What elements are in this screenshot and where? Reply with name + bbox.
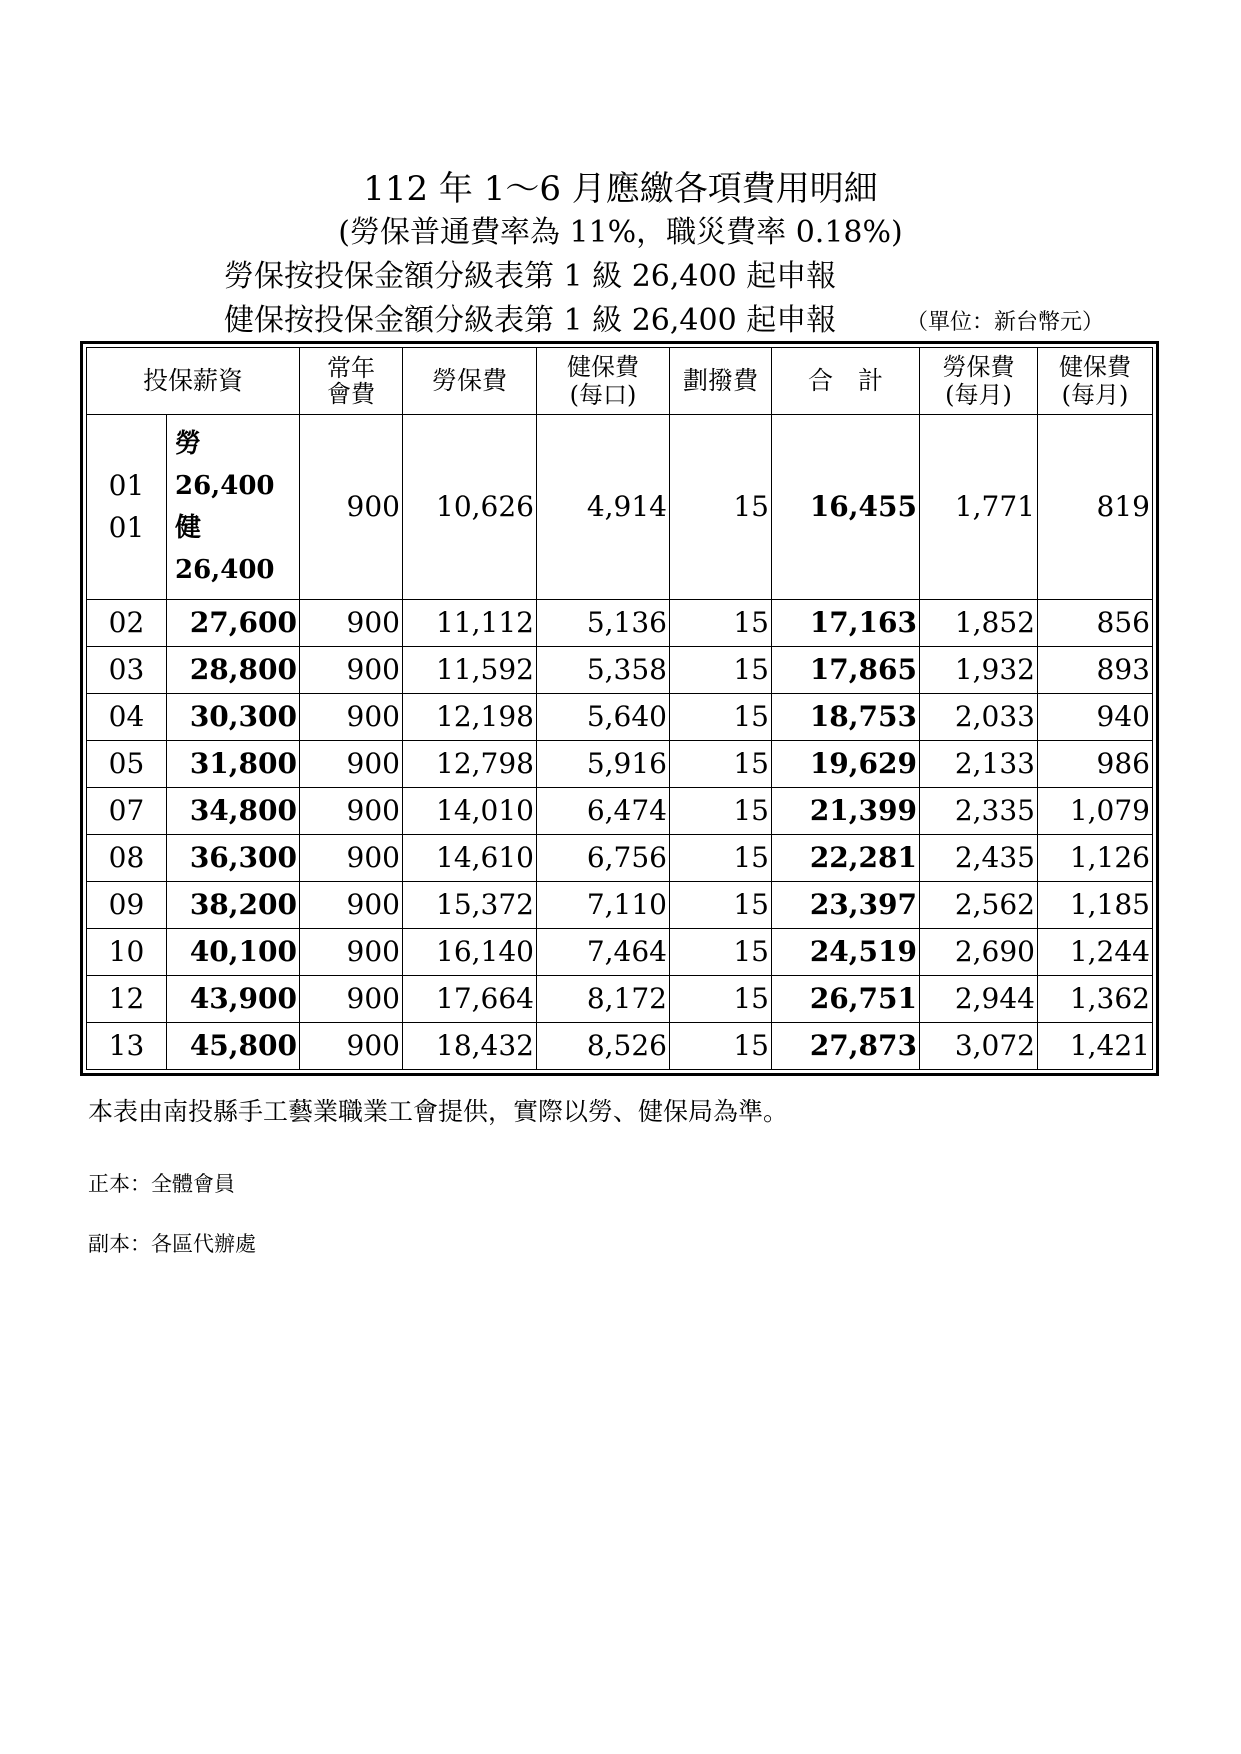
health-monthly-cell: 986 xyxy=(1038,741,1153,788)
health-fee-cell: 8,172 xyxy=(537,976,670,1023)
distribution-copy: 副本：各區代辦處 xyxy=(88,1232,256,1256)
annual-fee-cell: 900 xyxy=(300,415,403,600)
grade-cell: 01 01 xyxy=(87,415,167,600)
table-row xyxy=(87,647,1153,694)
header-health-monthly: 健保費 (每月) xyxy=(1038,348,1153,415)
transfer-fee-cell: 15 xyxy=(670,882,772,929)
fee-table xyxy=(86,347,1153,1070)
source-note: 本表由南投縣手工藝業職業工會提供，實際以勞、健保局為準。 xyxy=(88,1097,789,1126)
transfer-fee-cell: 15 xyxy=(670,929,772,976)
total-cell: 26,751 xyxy=(772,976,920,1023)
annual-fee-cell: 900 xyxy=(300,788,403,835)
table-row xyxy=(87,1023,1153,1070)
total-cell: 23,397 xyxy=(772,882,920,929)
labor-fee-cell: 16,140 xyxy=(403,929,537,976)
annual-fee-cell: 900 xyxy=(300,929,403,976)
table-row xyxy=(87,694,1153,741)
labor-insurance-basis: 勞保按投保金額分級表第 1 級 26,400 起申報 xyxy=(224,259,837,294)
fee-table-frame xyxy=(80,341,1159,1076)
header-health-fee: 健保費 (每口) xyxy=(537,348,670,415)
table-row xyxy=(87,741,1153,788)
health-fee-cell: 5,358 xyxy=(537,647,670,694)
total-cell: 21,399 xyxy=(772,788,920,835)
labor-monthly-cell: 1,932 xyxy=(920,647,1038,694)
health-monthly-cell: 1,126 xyxy=(1038,835,1153,882)
labor-fee-cell: 12,798 xyxy=(403,741,537,788)
total-cell: 17,865 xyxy=(772,647,920,694)
annual-fee-cell: 900 xyxy=(300,1023,403,1070)
grade-cell: 12 xyxy=(87,976,167,1023)
total-cell: 16,455 xyxy=(772,415,920,600)
currency-unit: （單位：新台幣元） xyxy=(906,310,1105,335)
table-row xyxy=(87,600,1153,647)
health-monthly-cell: 1,421 xyxy=(1038,1023,1153,1070)
salary-cell: 31,800 xyxy=(167,741,300,788)
total-cell: 27,873 xyxy=(772,1023,920,1070)
health-monthly-cell: 1,244 xyxy=(1038,929,1153,976)
rate-subtitle: (勞保普通費率為 11%，職災費率 0.18%) xyxy=(338,215,903,250)
table-row xyxy=(87,788,1153,835)
health-insurance-basis: 健保按投保金額分級表第 1 級 26,400 起申報 xyxy=(224,303,837,338)
header-labor-monthly: 勞保費 (每月) xyxy=(920,348,1038,415)
labor-fee-cell: 18,432 xyxy=(403,1023,537,1070)
labor-monthly-cell: 2,562 xyxy=(920,882,1038,929)
annual-fee-cell: 900 xyxy=(300,647,403,694)
labor-fee-cell: 11,112 xyxy=(403,600,537,647)
salary-cell: 45,800 xyxy=(167,1023,300,1070)
health-fee-cell: 8,526 xyxy=(537,1023,670,1070)
salary-cell: 34,800 xyxy=(167,788,300,835)
distribution-original: 正本：全體會員 xyxy=(88,1172,235,1196)
labor-fee-cell: 14,010 xyxy=(403,788,537,835)
transfer-fee-cell: 15 xyxy=(670,835,772,882)
total-cell: 22,281 xyxy=(772,835,920,882)
health-monthly-cell: 819 xyxy=(1038,415,1153,600)
health-fee-cell: 7,464 xyxy=(537,929,670,976)
labor-fee-cell: 17,664 xyxy=(403,976,537,1023)
labor-monthly-cell: 2,133 xyxy=(920,741,1038,788)
labor-fee-cell: 14,610 xyxy=(403,835,537,882)
header-transfer-fee: 劃撥費 xyxy=(670,348,772,415)
total-cell: 17,163 xyxy=(772,600,920,647)
labor-monthly-cell: 2,690 xyxy=(920,929,1038,976)
labor-monthly-cell: 2,435 xyxy=(920,835,1038,882)
salary-cell: 43,900 xyxy=(167,976,300,1023)
labor-fee-cell: 10,626 xyxy=(403,415,537,600)
total-cell: 18,753 xyxy=(772,694,920,741)
health-monthly-cell: 1,185 xyxy=(1038,882,1153,929)
health-fee-cell: 6,756 xyxy=(537,835,670,882)
health-fee-cell: 5,640 xyxy=(537,694,670,741)
labor-fee-cell: 11,592 xyxy=(403,647,537,694)
health-monthly-cell: 1,362 xyxy=(1038,976,1153,1023)
annual-fee-cell: 900 xyxy=(300,741,403,788)
labor-monthly-cell: 2,033 xyxy=(920,694,1038,741)
header-labor-fee: 勞保費 xyxy=(403,348,537,415)
insured-salary-cell: 勞 26,400 健 26,400 xyxy=(167,415,300,600)
annual-fee-cell: 900 xyxy=(300,882,403,929)
grade-cell: 03 xyxy=(87,647,167,694)
labor-monthly-cell: 2,944 xyxy=(920,976,1038,1023)
grade-cell: 02 xyxy=(87,600,167,647)
health-fee-cell: 5,916 xyxy=(537,741,670,788)
transfer-fee-cell: 15 xyxy=(670,976,772,1023)
salary-cell: 30,300 xyxy=(167,694,300,741)
annual-fee-cell: 900 xyxy=(300,600,403,647)
transfer-fee-cell: 15 xyxy=(670,600,772,647)
health-monthly-cell: 893 xyxy=(1038,647,1153,694)
grade-cell: 13 xyxy=(87,1023,167,1070)
table-row xyxy=(87,929,1153,976)
transfer-fee-cell: 15 xyxy=(670,415,772,600)
header-row xyxy=(87,348,1153,415)
transfer-fee-cell: 15 xyxy=(670,788,772,835)
transfer-fee-cell: 15 xyxy=(670,694,772,741)
labor-fee-cell: 15,372 xyxy=(403,882,537,929)
salary-cell: 28,800 xyxy=(167,647,300,694)
health-fee-cell: 4,914 xyxy=(537,415,670,600)
total-cell: 24,519 xyxy=(772,929,920,976)
table-row xyxy=(87,882,1153,929)
annual-fee-cell: 900 xyxy=(300,694,403,741)
table-row xyxy=(87,835,1153,882)
labor-monthly-cell: 3,072 xyxy=(920,1023,1038,1070)
grade-cell: 04 xyxy=(87,694,167,741)
table-row-first xyxy=(87,415,1153,600)
labor-monthly-cell: 1,771 xyxy=(920,415,1038,600)
page-title: 112 年 1～6 月應繳各項費用明細 xyxy=(363,169,878,209)
grade-cell: 07 xyxy=(87,788,167,835)
header-total: 合 計 xyxy=(772,348,920,415)
health-fee-cell: 7,110 xyxy=(537,882,670,929)
health-fee-cell: 6,474 xyxy=(537,788,670,835)
transfer-fee-cell: 15 xyxy=(670,1023,772,1070)
salary-cell: 40,100 xyxy=(167,929,300,976)
grade-cell: 05 xyxy=(87,741,167,788)
labor-monthly-cell: 2,335 xyxy=(920,788,1038,835)
annual-fee-cell: 900 xyxy=(300,976,403,1023)
labor-fee-cell: 12,198 xyxy=(403,694,537,741)
salary-cell: 38,200 xyxy=(167,882,300,929)
annual-fee-cell: 900 xyxy=(300,835,403,882)
health-monthly-cell: 940 xyxy=(1038,694,1153,741)
salary-cell: 36,300 xyxy=(167,835,300,882)
grade-cell: 09 xyxy=(87,882,167,929)
transfer-fee-cell: 15 xyxy=(670,741,772,788)
salary-cell: 27,600 xyxy=(167,600,300,647)
grade-cell: 08 xyxy=(87,835,167,882)
grade-cell: 10 xyxy=(87,929,167,976)
health-monthly-cell: 856 xyxy=(1038,600,1153,647)
transfer-fee-cell: 15 xyxy=(670,647,772,694)
header-annual-fee: 常年 會費 xyxy=(300,348,403,415)
header-salary: 投保薪資 xyxy=(87,348,300,415)
health-fee-cell: 5,136 xyxy=(537,600,670,647)
table-row xyxy=(87,976,1153,1023)
health-monthly-cell: 1,079 xyxy=(1038,788,1153,835)
labor-monthly-cell: 1,852 xyxy=(920,600,1038,647)
total-cell: 19,629 xyxy=(772,741,920,788)
